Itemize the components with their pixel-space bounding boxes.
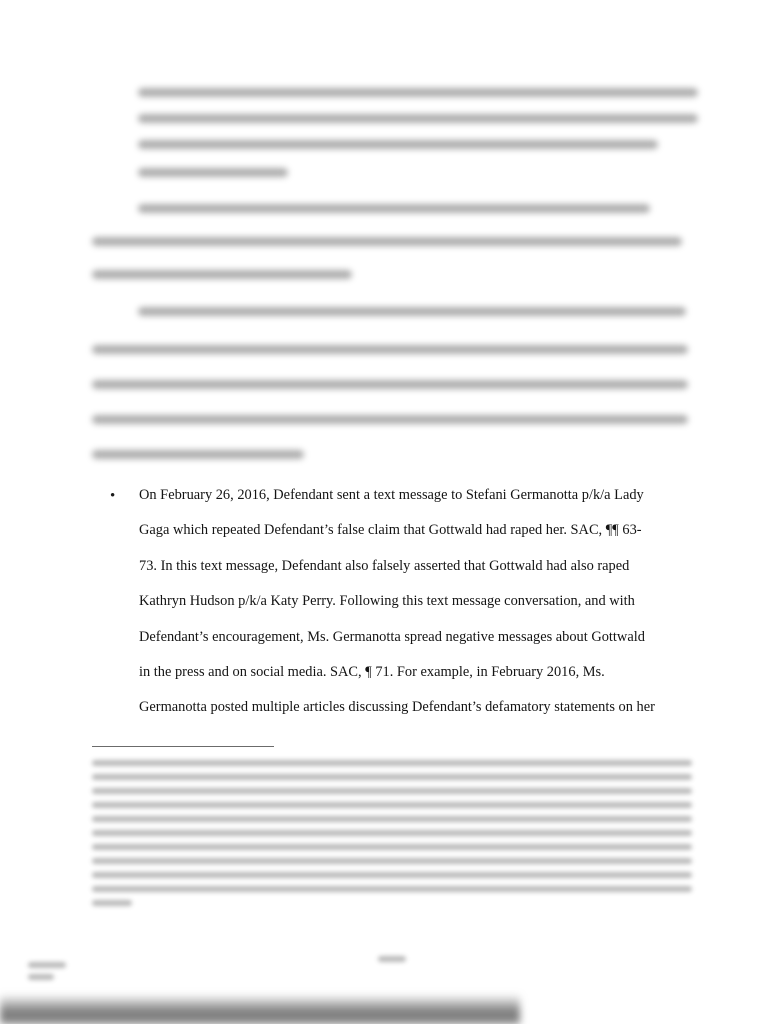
bullet-line: 73. In this text message, Defendant also falsely asserted that Gottwald had also raped [139,557,630,574]
bullet-line: Germanotta posted multiple articles discussing Defendant’s defamatory statements on her [139,699,655,716]
bullet-line: Defendant’s encouragement, Ms. Germanotta spread negative messages about Gottwald [139,628,645,645]
bottom-shadow-bar [0,994,520,1024]
bullet-line: in the press and on social media. SAC, ¶ 71. For example, in February 2016, Ms. [139,664,605,681]
bullet-line: Kathryn Hudson p/k/a Katy Perry. Following this text message conversation, and with [139,593,635,610]
bullet-marker: • [110,488,116,504]
bullet-text [139,478,699,726]
bullet-line: On February 26, 2016, Defendant sent a text message to Stefani Germanotta p/k/a Lady [139,487,644,503]
bullet-line: Gaga which repeated Defendant’s false claim that Gottwald had raped her. SAC, ¶¶ 63- [139,522,642,539]
footnote-separator [92,746,274,747]
